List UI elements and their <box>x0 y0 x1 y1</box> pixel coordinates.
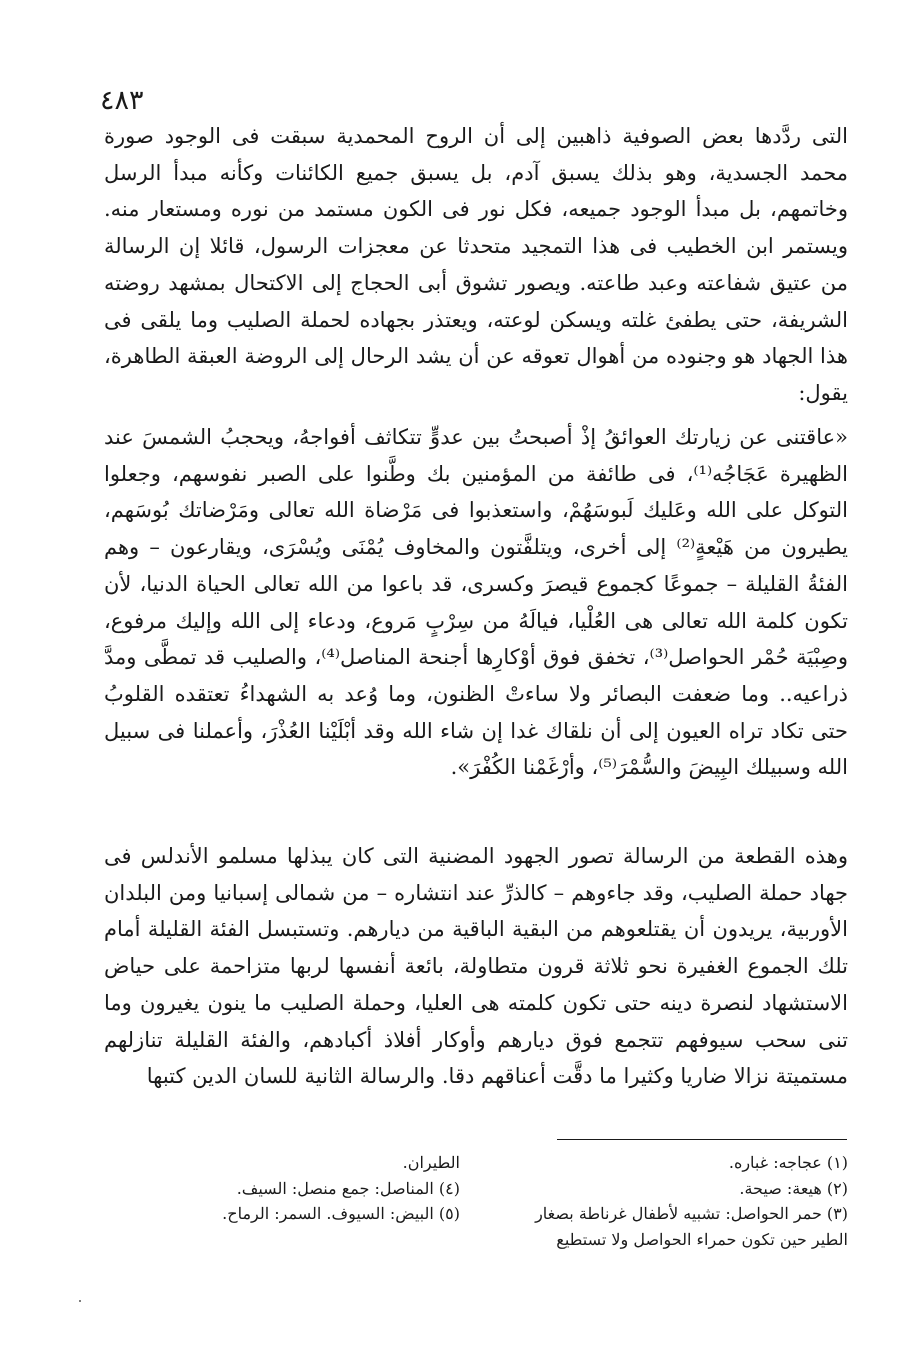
footnote-1: (١) عجاجه: غباره. <box>728 1153 848 1172</box>
page-number: ٤٨٣ <box>100 85 144 116</box>
footnote-3-continuation: الطيران. <box>402 1153 460 1172</box>
footnotes-column-left <box>150 1150 460 1227</box>
footnote-separator <box>557 1139 847 1140</box>
footnote-3: (٣) حمر الحواصل: تشبيه لأطفال غرناطة بصغار الطير حين تكون حمراء الحواصل ولا تستطيع <box>535 1204 848 1249</box>
footnote-5: (٥) البيض: السيوف. السمر: الرماح. <box>222 1204 460 1223</box>
body-paragraph-intro: التى ردَّدها بعض الصوفية ذاهبين إلى أن الروح المحمدية سبقت فى الوجود صورة محمد الجسدية، وهو بذلك يسبق آدم، بل يسبق جميع الكائنات وكأنه مبدأ الرسل وخاتمهم، بل مبدأ الوجود جميعه، فكل نور فى الكون مستمد من نوره ومستعار منه. ويستمر ابن الخطيب فى هذا التمجيد متحدثا عن معجزات الرسول، قائلا إن الرسالة من عتيق شفاعته وعبد طاعته. ويصور تشوق أبى الحجاج إلى الاكتحال بمشهد روضته الشريفة، حتى يطفئ غلته ويسكن لوعته، ويعتذر بجهاده لحملة الصليب وما يلقى فى هذا الجهاد هو وجنوده من أهوال تعوقه عن أن يشد الرحال إلى الروضة العبقة الطاهرة، يقول: <box>104 124 848 405</box>
footnotes-column-right <box>496 1150 848 1252</box>
scan-speck <box>79 1300 81 1302</box>
letter-quotation: «عاقتنى عن زيارتك العوائقُ إذْ أصبحتُ بين عدوٍّ تتكاثف أفواجهُ، ويحجبُ الشمسَ عند الظهيرة عَجَاجُه⁽¹⁾، فى طائفة من المؤمنين بك وطَّنوا على الصبر نفوسهم، وجعلوا التوكل على الله وعَليك لَبوسَهُمْ، واستعذبوا فى مَرْضاة الله تعالى ومَرْضاتك بُوسَهم، يطيرون من هَيْعةٍ⁽²⁾ إلى أخرى، ويتلفَّتون والمخاوف يُمْنَى ويُسْرَى، ويقارعون – وهم الفئةُ القليلة – جموعًا كجموع قيصرَ وكسرى، قد باعوا من الله تعالى الحياة الدنيا، لأن تكون كلمة الله تعالى هى العُلْيا، فيالَهُ من سِرْبٍ مَروع، ودعاء إلى الله وإليك مرفوع، وصِبْيَة حُمْر الحواصل⁽³⁾، تخفق فوق أوْكارِها أجنحة المناصل⁽⁴⁾، والصليب قد تمطَّى ومدَّ ذراعيه.. وما ضعفت البصائر ولا ساءتْ الظنون، وما وُعد به الشهداءُ تعتقده القلوبُ حتى تكاد تراه العيون إلى أن نلقاك غدا إن شاء الله وقد أبْلَيْنا العُذْرَ، وأعملنا فى سبيل الله وسبيلك البِيضَ والسُّمْرَ⁽⁵⁾، وأرْغَمْنا الكُفْرَ». <box>104 425 849 780</box>
footnote-4: (٤) المناصل: جمع منصل: السيف. <box>236 1178 460 1198</box>
body-paragraph-commentary: وهذه القطعة من الرسالة تصور الجهود المضنية التى كان يبذلها مسلمو الأندلس فى جهاد حملة الصليب، وقد جاءوهم – كالذرِّ عند انتشاره – من شمالى إسبانيا ومن البلدان الأوربية، يريدون أن يقتلعوهم من البقية الباقية من ديارهم. وتستبسل الفئة القليلة أمام تلك الجموع الغفيرة نحو ثلاثة قرون متطاولة، بائعة أنفسها لربها متزاحمة على حياض الاستشهاد لنصرة دينه حتى تكون كلمته هى العليا، وحملة الصليب ما ينون يغيرون وما تنى سحب سيوفهم تتجمع فوق ديارهم وأوكار أفلاذ أكبادهم، والفئة القليلة تنازلهم مستميتة نزالا ضاريا وكثيرا ما دقَّت أعناقهم دقا. والرسالة الثانية للسان الدين كتبها <box>104 844 848 1089</box>
footnote-2: (٢) هيعة: صيحة. <box>739 1178 848 1198</box>
